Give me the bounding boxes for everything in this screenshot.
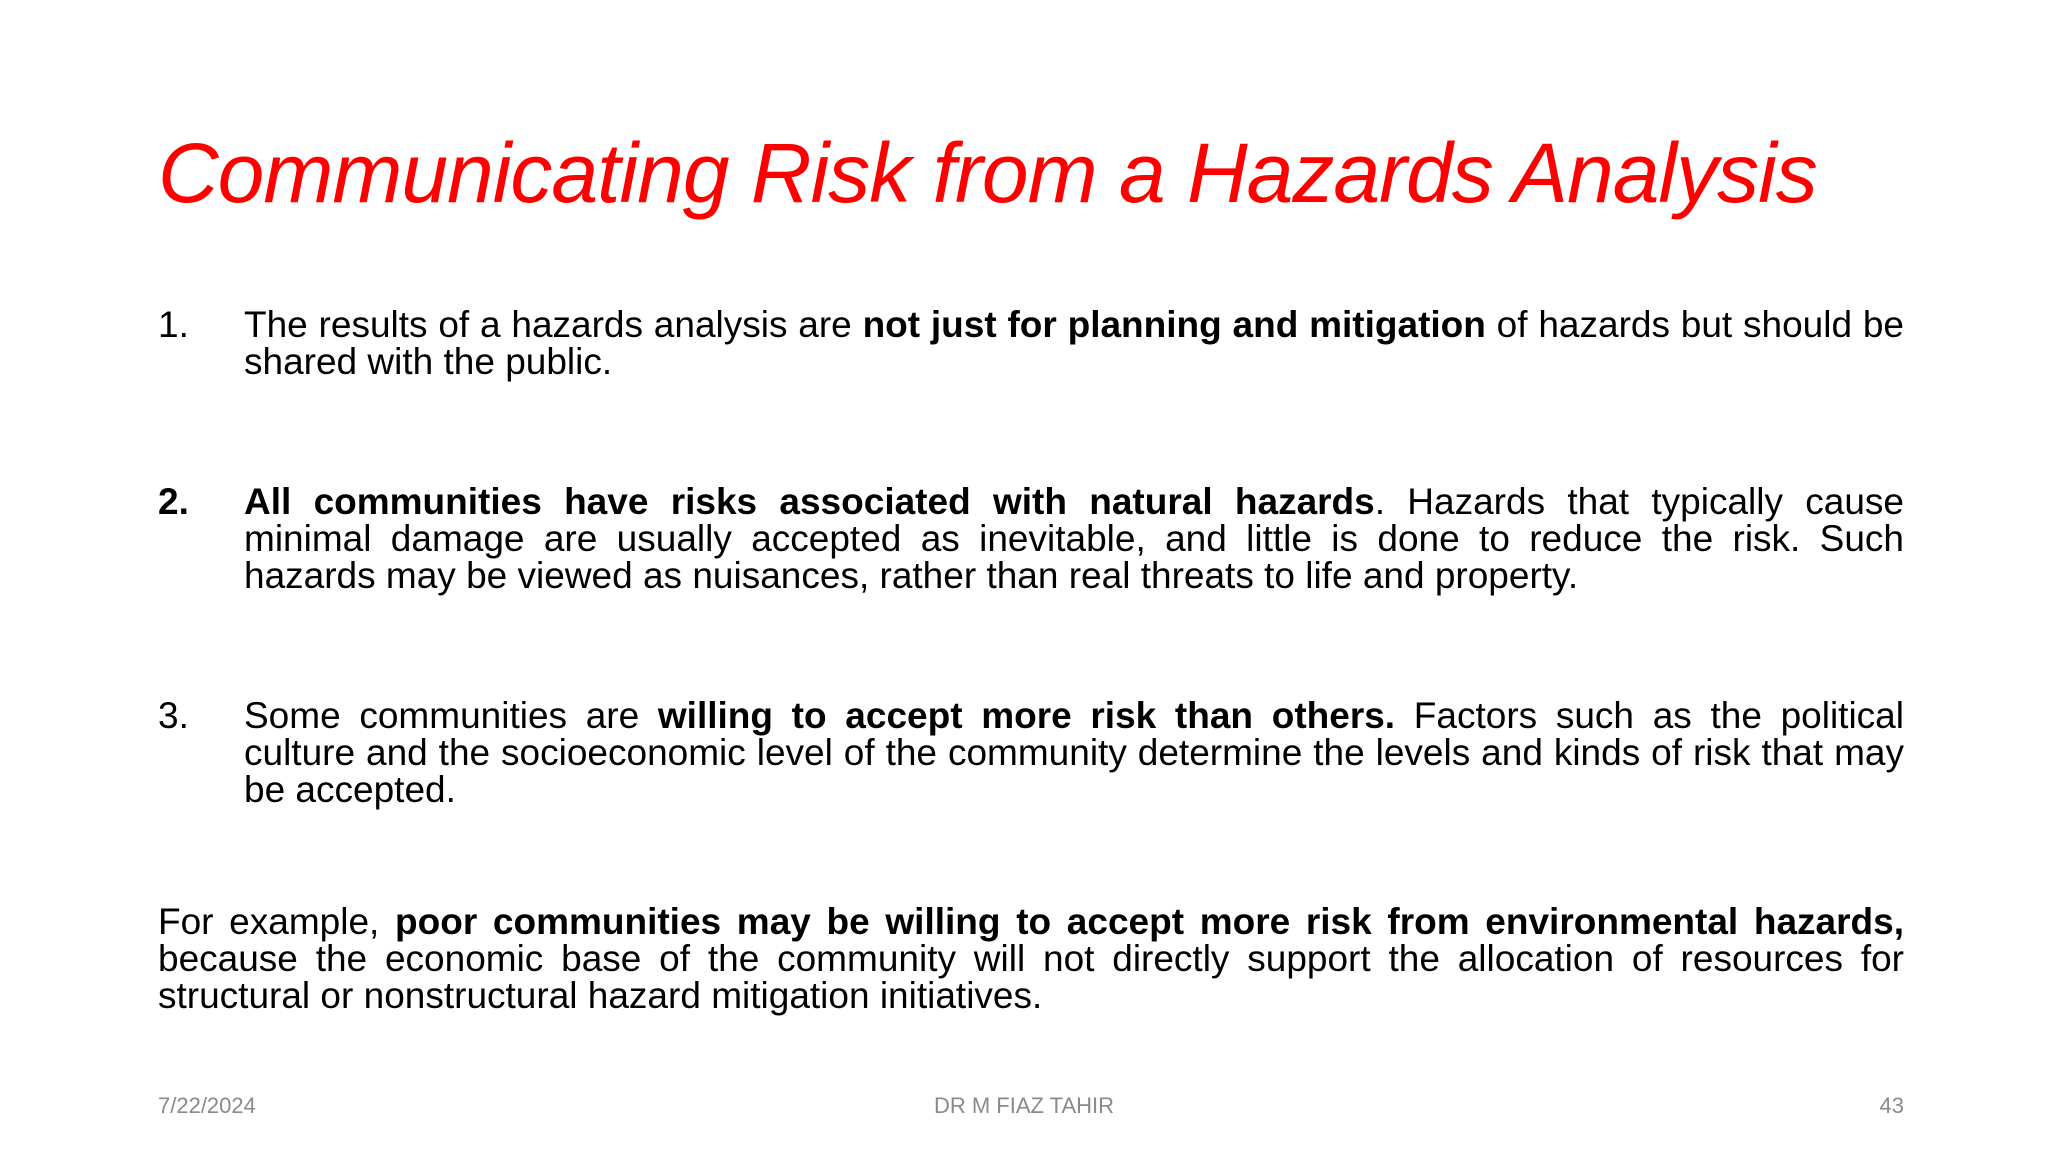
footer-page-number: 43 [1879,1093,1904,1118]
example-paragraph [158,903,1904,1014]
text-run: Factors such as the political culture and the socioeconomic level of the community determine the levels and kinds of risk that may be accepted. [244,695,1904,810]
list-number: 1. [158,304,189,345]
list-number: 2. [158,481,189,522]
text-run: of hazards but should be shared with the public. [244,304,1904,382]
list-text [244,483,1904,594]
list-item-3 [158,697,1904,808]
list-item-1 [158,306,1904,380]
text-run: Some communities are [244,695,658,736]
list-text [244,697,1904,808]
list-number: 3. [158,695,189,736]
text-run: For example, [158,901,396,942]
text-run: . Hazards that typically cause minimal damage are usually accepted as inevitable, and little is done to reduce the risk. Such hazards may be viewed as nuisances, rather than real threats to life and property. [244,481,1904,596]
bold-text-run: not just for planning and mitigation [862,304,1486,345]
slide-title: Communicating Risk from a Hazards Analysis [158,126,1817,220]
bold-text-run: All communities have risks associated with natural hazards [244,481,1375,522]
bold-text-run: poor communities may be willing to accept more risk from environmental hazards, [395,901,1904,942]
bold-text-run: willing to accept more risk than others. [657,695,1396,736]
list-text [244,306,1904,380]
slide-body [158,306,1904,1014]
footer-author: DR M FIAZ TAHIR [933,1093,1115,1118]
text-run: because the economic base of the community will not directly support the allocation of resources for structural or nonstructural hazard mitigation initiatives. [158,938,1904,1016]
footer-date: 7/22/2024 [158,1093,256,1118]
text-run: The results of a hazards analysis are [244,304,863,345]
list-item-2 [158,483,1904,594]
